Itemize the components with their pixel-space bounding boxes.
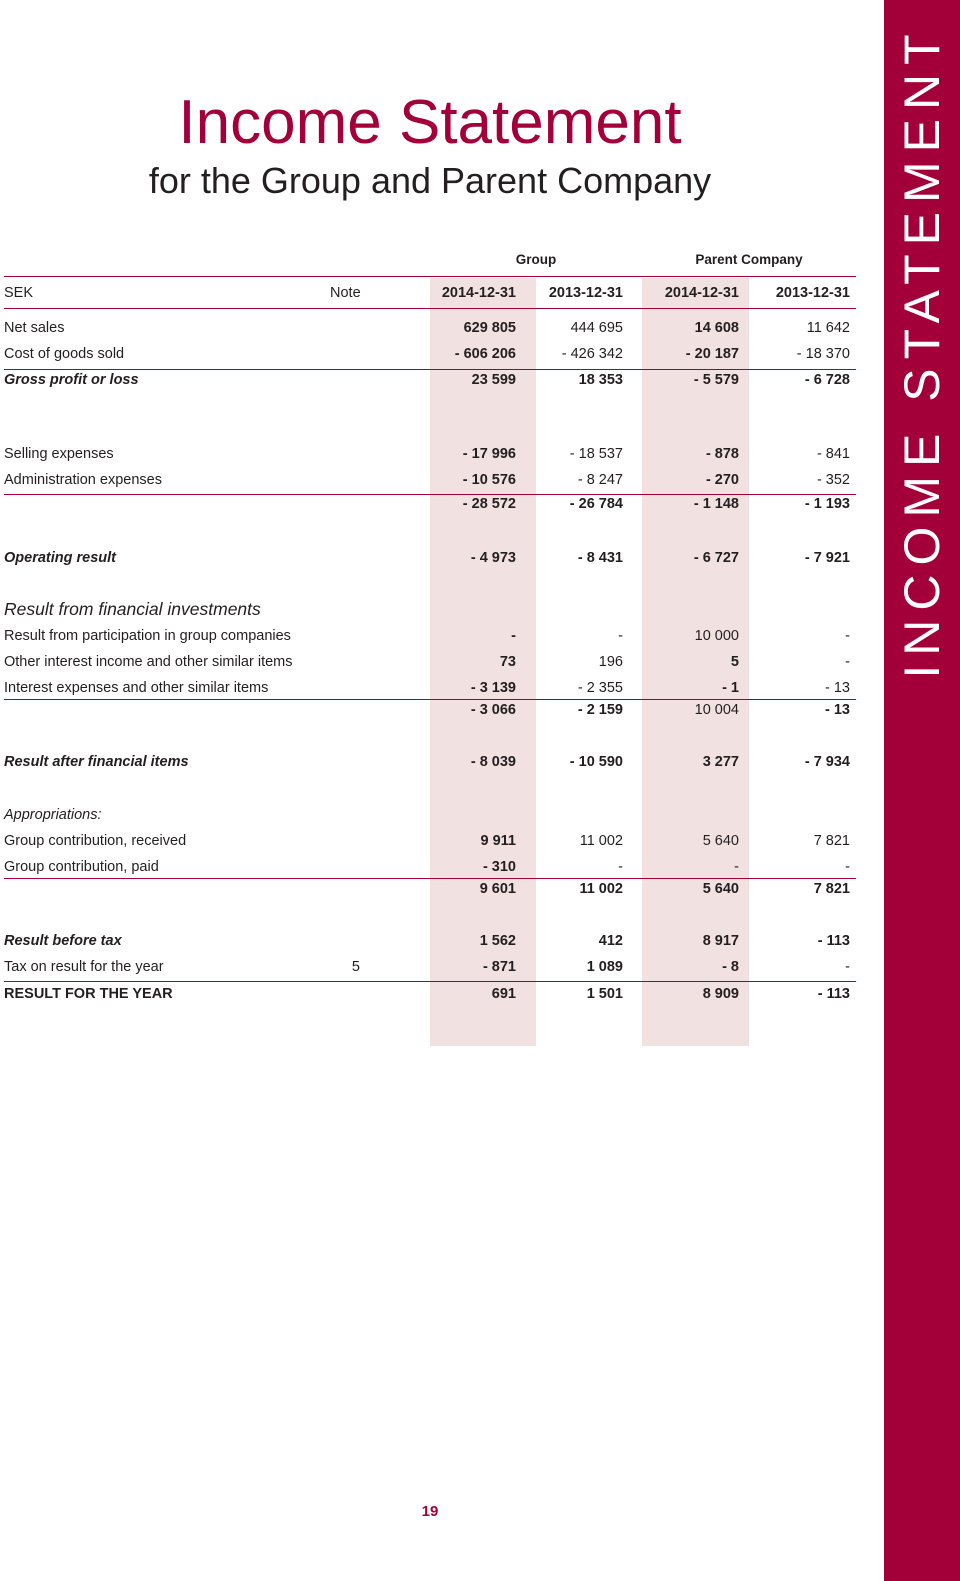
cell-group-2014: - 3 066: [470, 702, 516, 718]
cell-parent-2014: 8 909: [702, 986, 739, 1002]
row-label: Other interest income and other similar items: [4, 654, 293, 670]
group-header: Group: [515, 252, 557, 267]
table-row: [0, 752, 856, 772]
cell-group-2013: 196: [598, 654, 623, 670]
row-note: 5: [351, 959, 360, 975]
cell-group-2014: - 8 039: [470, 754, 516, 770]
table-row: [0, 879, 856, 899]
cell-group-2014: - 10 576: [462, 472, 516, 488]
cell-parent-2014: - 1 148: [693, 496, 739, 512]
section-heading: Result from financial investments: [4, 599, 261, 619]
cell-group-2013: 1 089: [586, 959, 623, 975]
cell-group-2013: - 8 431: [577, 550, 623, 566]
cell-parent-2014: 5 640: [702, 881, 739, 897]
cell-group-2013: 11 002: [579, 833, 623, 849]
row-label: Administration expenses: [4, 472, 162, 488]
header-note: Note: [330, 285, 361, 301]
cell-parent-2014: 8 917: [702, 933, 739, 949]
parent-company-header: Parent Company: [695, 252, 803, 267]
cell-parent-2013: - 1 193: [804, 496, 850, 512]
table-row: [0, 652, 856, 672]
cell-parent-2014: - 1: [722, 680, 739, 696]
row-label: Gross profit or loss: [4, 372, 139, 388]
row-label: Operating result: [4, 550, 116, 566]
cell-parent-2013: 7 821: [813, 881, 850, 897]
cell-parent-2014: - 5 579: [693, 372, 739, 388]
cell-group-2014: 629 805: [463, 320, 516, 336]
page-subtitle: for the Group and Parent Company: [148, 160, 712, 201]
cell-group-2013: - 10 590: [569, 754, 623, 770]
cell-parent-2014: 10 004: [694, 702, 739, 718]
table-row: [0, 548, 856, 568]
header-parent-2013: 2013-12-31: [775, 285, 850, 301]
header-parent-2014: 2014-12-31: [664, 285, 739, 301]
table-row: [0, 318, 856, 338]
cell-group-2014: 9 601: [479, 881, 516, 897]
cell-parent-2014: - 878: [705, 446, 739, 462]
cell-group-2014: 73: [499, 654, 516, 670]
cell-parent-2013: 7 821: [813, 833, 850, 849]
cell-group-2013: 18 353: [578, 372, 623, 388]
table-row: [0, 678, 856, 698]
cell-group-2013: - 18 537: [569, 446, 623, 462]
cell-group-2013: -: [618, 859, 623, 875]
cell-parent-2013: - 841: [816, 446, 850, 462]
cell-group-2014: - 4 973: [470, 550, 516, 566]
cell-group-2014: - 3 139: [470, 680, 516, 696]
rule: [4, 981, 856, 982]
row-label: Result before tax: [4, 933, 122, 949]
table-row: [0, 344, 856, 364]
cell-parent-2013: 11 642: [806, 320, 850, 336]
cell-group-2013: 412: [598, 933, 623, 949]
cell-parent-2013: -: [845, 959, 850, 975]
cell-group-2014: - 28 572: [462, 496, 516, 512]
cell-parent-2014: 5: [730, 654, 739, 670]
cell-group-2013: - 8 247: [577, 472, 623, 488]
cell-group-2013: - 26 784: [569, 496, 623, 512]
table-row: [0, 700, 856, 720]
cell-group-2014: - 606 206: [454, 346, 516, 362]
cell-parent-2013: - 6 728: [804, 372, 850, 388]
cell-group-2014: - 310: [482, 859, 516, 875]
header-row: [0, 283, 856, 303]
table-row: [0, 444, 856, 464]
cell-parent-2014: - 6 727: [693, 550, 739, 566]
cell-parent-2013: - 13: [825, 702, 850, 718]
cell-group-2014: 23 599: [471, 372, 516, 388]
row-label: Interest expenses and other similar items: [4, 680, 269, 696]
row-label: Cost of goods sold: [4, 346, 125, 362]
header-label: SEK: [4, 285, 34, 301]
header-group-2014: 2014-12-31: [441, 285, 516, 301]
table-row: [0, 984, 856, 1004]
cell-parent-2013: -: [845, 654, 850, 670]
cell-group-2013: 11 002: [579, 881, 623, 897]
table-row: [0, 370, 856, 390]
cell-parent-2013: - 352: [816, 472, 850, 488]
table-row: [0, 494, 856, 514]
cell-parent-2013: - 7 934: [804, 754, 850, 770]
side-label: INCOME STATEMENT: [894, 25, 950, 679]
cell-parent-2014: - 8: [722, 959, 739, 975]
row-label: Result after financial items: [4, 754, 189, 770]
cell-parent-2014: - 20 187: [685, 346, 739, 362]
cell-parent-2013: - 7 921: [804, 550, 850, 566]
cell-parent-2014: 10 000: [694, 628, 739, 644]
table-row: [0, 931, 856, 951]
row-label: Net sales: [4, 320, 65, 336]
cell-group-2013: - 2 355: [577, 680, 623, 696]
section-heading: [0, 805, 856, 825]
row-label: Selling expenses: [4, 446, 114, 462]
cell-parent-2014: 3 277: [702, 754, 739, 770]
cell-parent-2014: - 270: [705, 472, 739, 488]
row-label: Tax on result for the year: [4, 959, 164, 975]
header-group-2013: 2013-12-31: [548, 285, 623, 301]
table-row: [0, 857, 856, 877]
cell-parent-2014: 14 608: [694, 320, 739, 336]
cell-parent-2013: -: [845, 628, 850, 644]
cell-parent-2014: 5 640: [702, 833, 739, 849]
cell-group-2014: 691: [491, 986, 516, 1002]
rule: [4, 276, 856, 277]
rule: [4, 308, 856, 309]
row-label: RESULT FOR THE YEAR: [4, 986, 173, 1002]
cell-group-2013: - 426 342: [561, 346, 623, 362]
table-row: [0, 957, 856, 977]
cell-group-2014: -: [511, 628, 516, 644]
cell-group-2013: 1 501: [586, 986, 623, 1002]
cell-parent-2013: - 113: [817, 986, 850, 1002]
cell-parent-2013: - 113: [817, 933, 850, 949]
appropriations-label: Appropriations:: [4, 807, 102, 823]
cell-parent-2013: - 13: [825, 680, 850, 696]
page-number: 19: [421, 1503, 439, 1520]
cell-group-2014: 9 911: [480, 833, 516, 849]
cell-group-2013: -: [618, 628, 623, 644]
cell-group-2014: - 871: [482, 959, 516, 975]
row-label: Group contribution, received: [4, 833, 187, 849]
row-label: Result from participation in group companies: [4, 628, 291, 644]
cell-group-2013: 444 695: [570, 320, 623, 336]
cell-group-2014: 1 562: [479, 933, 516, 949]
row-label: Group contribution, paid: [4, 859, 159, 875]
table-row: [0, 470, 856, 490]
cell-parent-2013: -: [845, 859, 850, 875]
table-row: [0, 831, 856, 851]
table-row: [0, 626, 856, 646]
cell-group-2014: - 17 996: [462, 446, 516, 462]
cell-parent-2014: -: [734, 859, 739, 875]
cell-parent-2013: - 18 370: [796, 346, 850, 362]
cell-group-2013: - 2 159: [577, 702, 623, 718]
page-title: Income Statement: [178, 88, 682, 157]
